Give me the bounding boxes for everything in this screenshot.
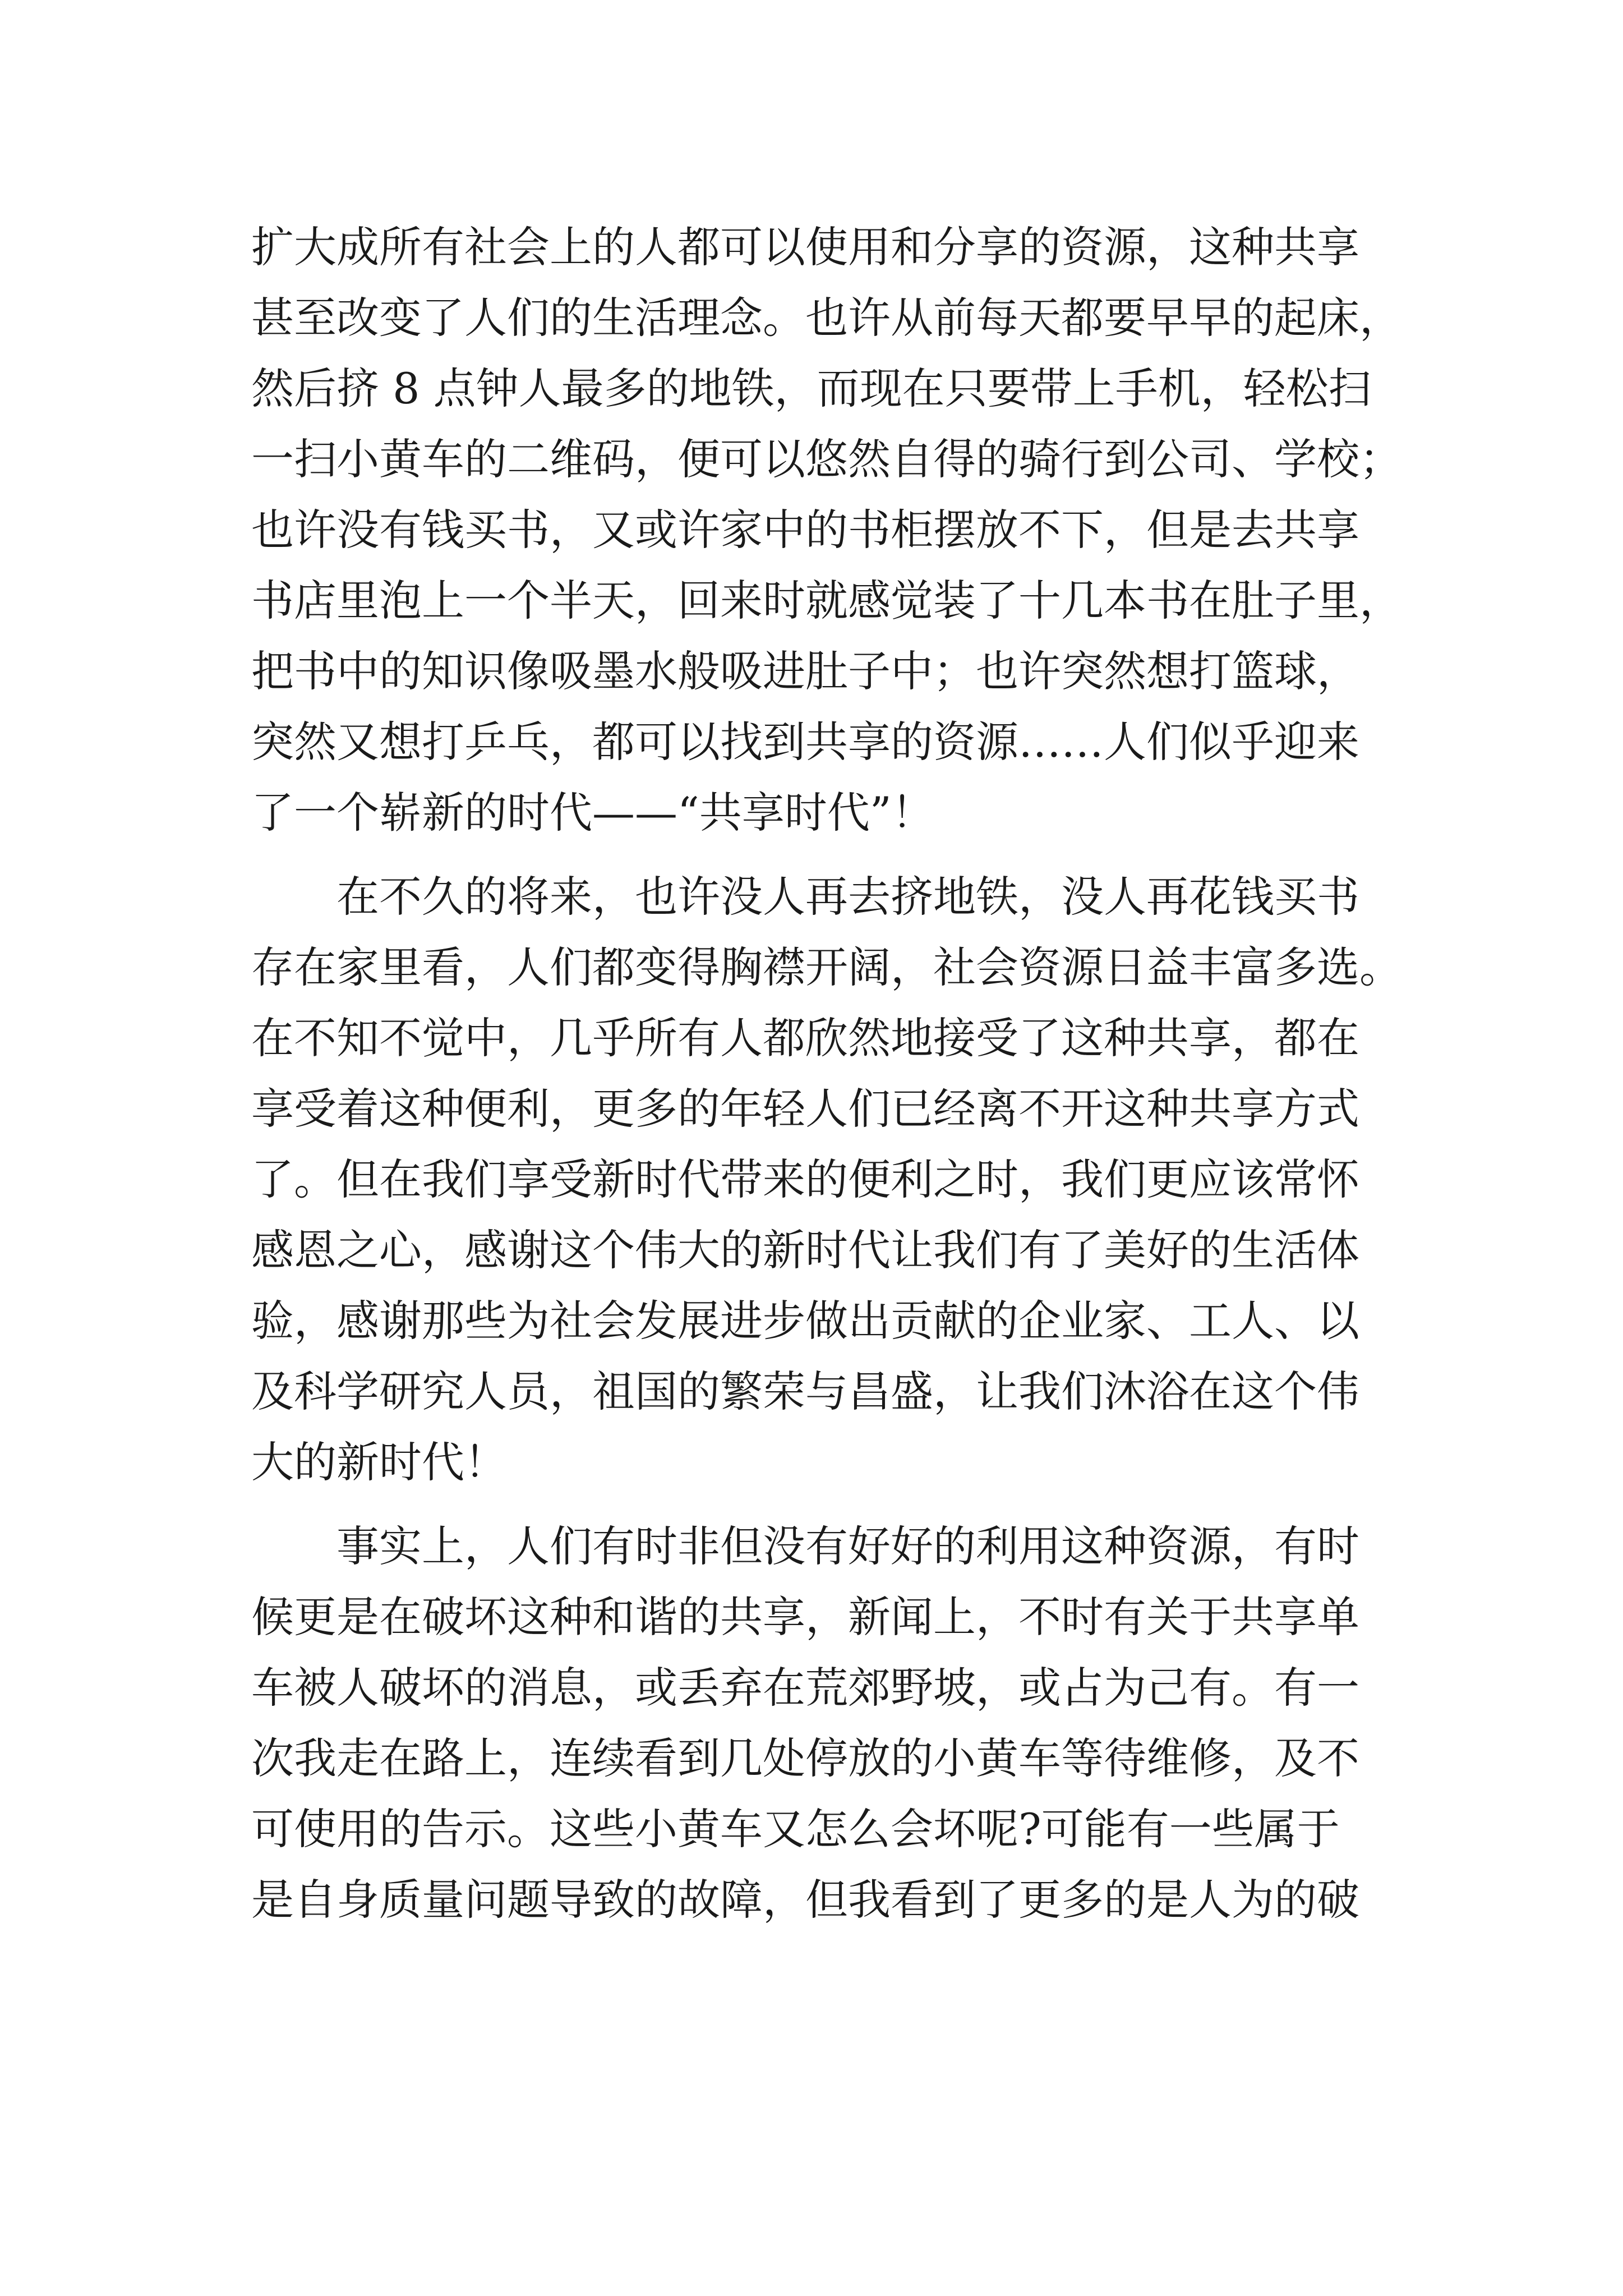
text-line: 候更是在破坏这种和谐的共享，新闻上，不时有关于共享单 (251, 1592, 1359, 1642)
text-line: 及科学研究人员，祖国的繁荣与昌盛，让我们沐浴在这个伟 (251, 1366, 1359, 1416)
paragraph-spacer (251, 848, 1418, 862)
text-line: 次我走在路上，连续看到几处停放的小黄车等待维修，及不 (251, 1733, 1359, 1783)
text-line: 感恩之心，感谢这个伟大的新时代让我们有了美好的生活体 (251, 1225, 1359, 1275)
text-line: 把书中的知识像吸墨水般吸进肚子中；也许突然想打篮球， (251, 646, 1359, 696)
text-line: 甚至改变了人们的生活理念。也许从前每天都要早早的起床， (251, 293, 1402, 343)
text-line: 然后挤 8 点钟人最多的地铁，而现在只要带上手机，轻松扫 (251, 364, 1371, 413)
paragraph-spacer (251, 1498, 1418, 1511)
text-line: 扩大成所有社会上的人都可以使用和分享的资源，这种共享 (251, 222, 1359, 272)
text-line: 可使用的告示。这些小黄车又怎么会坏呢?可能有一些属于 (251, 1804, 1340, 1854)
paragraph-3 (251, 1511, 1418, 1935)
text-line: 大的新时代！ (251, 1437, 507, 1487)
text-line: 在不知不觉中，几乎所有人都欣然地接受了这种共享，都在 (251, 1013, 1359, 1063)
text-line: 了一个崭新的时代——“共享时代”！ (251, 788, 934, 838)
text-line: 一扫小黄车的二维码，便可以悠然自得的骑行到公司、学校； (251, 434, 1402, 484)
document-body (251, 212, 1418, 1935)
paragraph-1 (251, 212, 1418, 848)
text-line: 事实上，人们有时非但没有好好的利用这种资源，有时 (251, 1521, 1359, 1571)
text-line: 验，感谢那些为社会发展进步做出贡献的企业家、工人、以 (251, 1296, 1359, 1346)
text-line: 突然又想打乒乓，都可以找到共享的资源……人们似乎迎来 (251, 717, 1359, 767)
paragraph-2 (251, 862, 1418, 1498)
text-line: 存在家里看，人们都变得胸襟开阔，社会资源日益丰富多选。 (251, 942, 1402, 992)
text-line: 享受着这种便利，更多的年轻人们已经离不开这种共享方式 (251, 1084, 1359, 1134)
text-line: 是自身质量问题导致的故障，但我看到了更多的是人为的破 (251, 1875, 1359, 1925)
text-line: 书店里泡上一个半天，回来时就感觉装了十几本书在肚子里， (251, 576, 1402, 625)
text-line: 车被人破坏的消息，或丢弃在荒郊野坡，或占为己有。有一 (251, 1663, 1359, 1713)
text-line: 了。但在我们享受新时代带来的便利之时，我们更应该常怀 (251, 1154, 1359, 1204)
text-line: 在不久的将来，也许没人再去挤地铁，没人再花钱买书 (251, 872, 1359, 922)
text-line: 也许没有钱买书，又或许家中的书柜摆放不下，但是去共享 (251, 505, 1359, 555)
